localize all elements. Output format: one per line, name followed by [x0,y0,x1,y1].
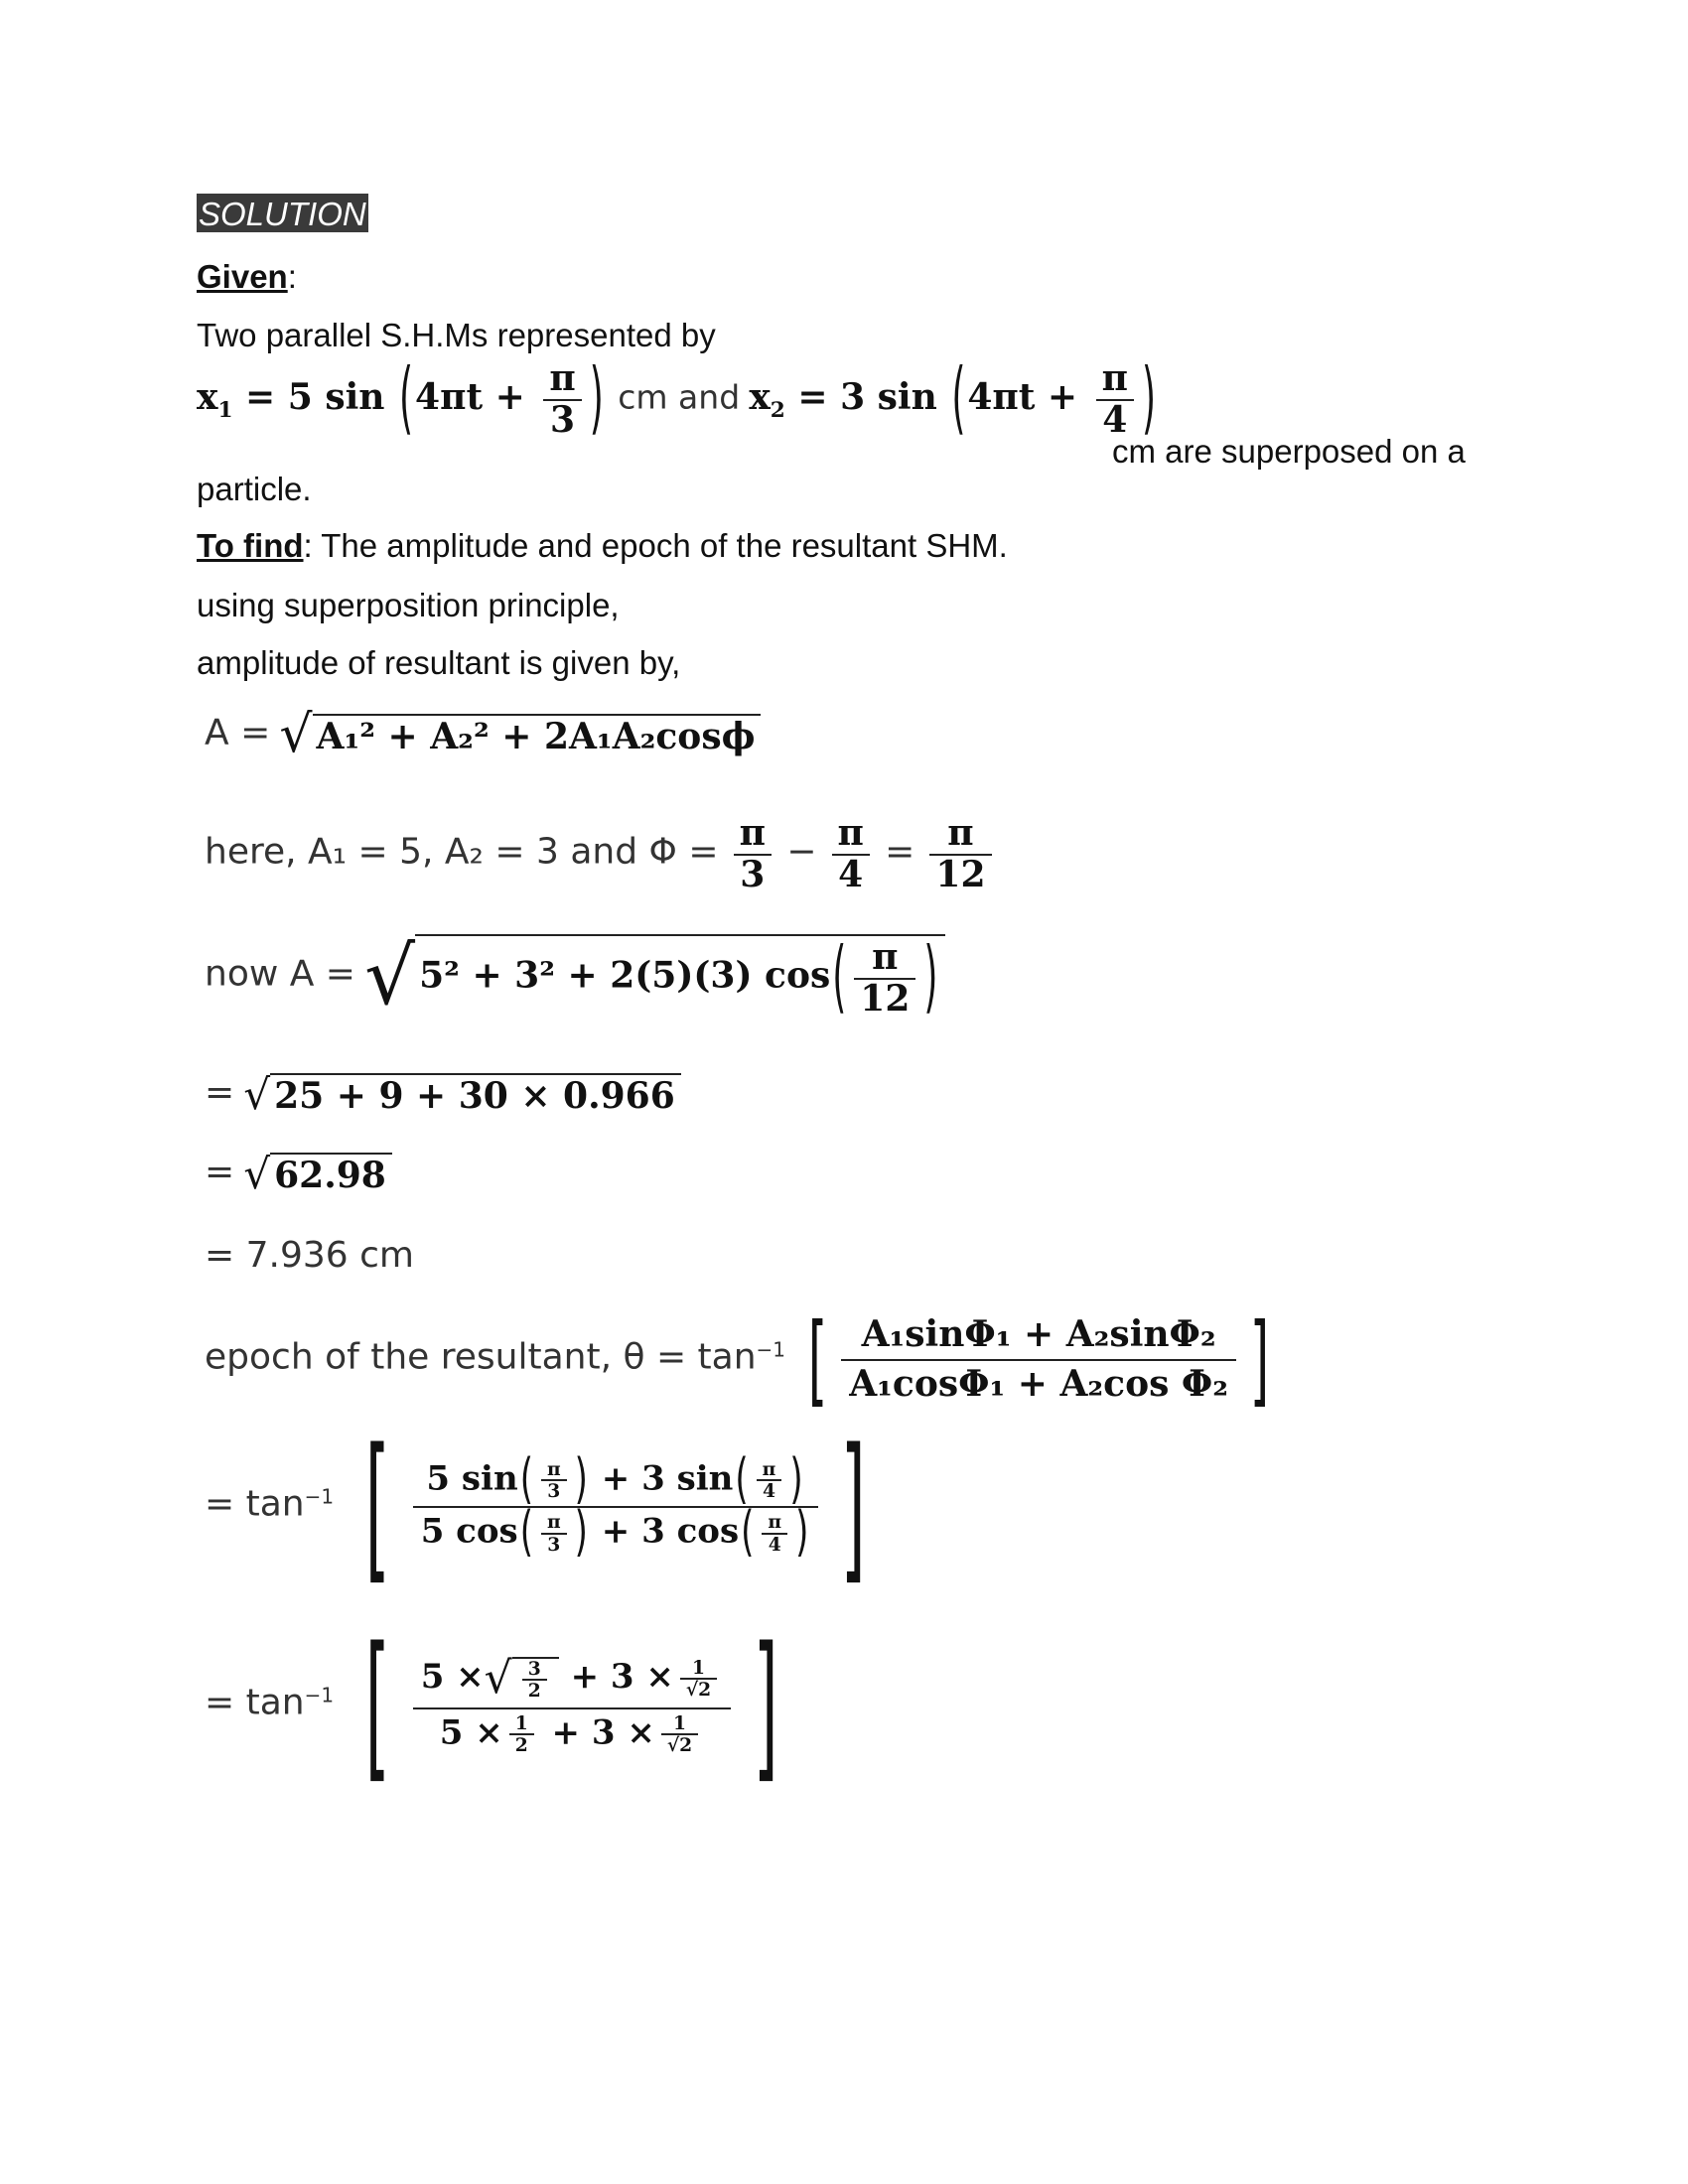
eq1-sub: 1 [217,397,233,423]
eq2-arg: 4πt + [967,375,1078,418]
superposition-line: using superposition principle, [197,587,620,623]
epoch-inv: −1 [756,1337,786,1362]
now-lhs: now A = [205,953,355,995]
given-heading [197,259,297,295]
tan-line-1: = $\tan^{-1}$ [ 5 sin( $\frac{\pi}{3}$ ) + 3 sin( $\frac{\pi}{4}$ ) 5 cos( $\frac{\pi}{3}$ ) + 3 cos( $\frac{\pi}{4}$ ) ] [205,1414,867,1599]
eq1-frac: $\frac{\pi}{3}$ [543,359,581,440]
minus-sign: − [786,831,817,873]
epoch-line: epoch of the resultant, $\theta = \tan^{-1}$ [ $\frac{\text{A₁sinΦ₁ + A₂sinΦ₂}}{\text{A₁cosΦ₁ + A₂cos Φ₂}}$ ] [205,1301,1270,1418]
eq2-rparen: ) [1142,353,1157,445]
here-line [205,814,998,894]
sqrt-line-1: = √ 25 + 9 + 30 × 0.966 [205,1072,681,1118]
tan-line-2: = $\tan^{-1}$ [ 5 ×√ $\frac{3}{2}$ + 3 × $\frac{1}{√2}$ 5 × $\frac{1}{2}$ + 3 × $\frac{1}{√2}$ ] [205,1612,778,1798]
eq2-sub: 2 [770,397,785,423]
to-find-text: : The amplitude and epoch of the resultant SHM. [303,527,1008,564]
eq2-lparen: ( [951,353,966,445]
equals-sign: = [885,831,915,873]
eq1-arg: 4πt + [415,375,525,418]
sqrt-value-2: 62.98 [270,1153,392,1196]
phi-a: $\frac{\pi}{3}$ [734,814,772,894]
eq1-rparen: ) [589,353,604,445]
now-line [205,930,945,1024]
amplitude-formula [205,707,761,763]
epoch-text: epoch of the resultant, θ = tan [205,1336,757,1378]
now-sqrt: √ 5² + 3² + 2(5)(3) cos( $\frac{\pi}{12}$ ) [364,933,945,1021]
sqrt-line-2: = √ 62.98 [205,1152,392,1197]
given-tail: cm are superposed on a [1112,433,1466,470]
eq2-lhs: x [749,375,771,418]
formula-rhs: A₁² + A₂² + 2A₁A₂cosϕ [313,714,762,757]
amplitude-intro: amplitude of resultant is given by, [197,644,681,681]
tan-frac-2: 5 ×√ $\frac{3}{2}$ + 3 × $\frac{1}{√2}$ 5 × $\frac{1}{2}$ + 3 × $\frac{1}{√2}$ [413,1651,732,1760]
tan-frac-1: 5 sin( $\frac{\pi}{3}$ ) + 3 sin( $\frac{\pi}{4}$ ) 5 cos( $\frac{\pi}{3}$ ) + 3 cos( $\frac{\pi}{4}$ ) [413,1455,819,1559]
epoch-frac: $\frac{\text{A₁sinΦ₁ + A₂sinΦ₂}}{\text{A₁cosΦ₁ + A₂cos Φ₂}}$ [841,1311,1236,1408]
to-find [197,528,1008,564]
given-tail2: particle. [197,471,312,507]
to-find-label: To find [197,527,304,564]
solution-heading [197,197,368,232]
given-label: Given [197,258,288,295]
tan-lhs-1: = tan [205,1483,305,1525]
amplitude-result: = 7.936 cm [205,1235,414,1276]
formula-sqrt: √ A₁² + A₂² + 2A₁A₂cosϕ [279,707,761,763]
eq1-lparen: ( [399,353,414,445]
phi-c: $\frac{\pi}{12}$ [929,814,991,894]
given-intro: Two parallel S.H.Ms represented by [197,317,716,353]
solution-label: SOLUTION [199,196,366,232]
phi-b: $\frac{\pi}{4}$ [832,814,870,894]
eq-sign-1: = [205,1071,235,1113]
eq1-lhs: x [197,375,218,418]
eq1-mid: = 5 sin [245,375,385,418]
cm-and: cm and [618,377,741,417]
formula-lhs: A = [205,712,271,753]
given-equations [197,353,1158,445]
here-text: here, A₁ = 5, A₂ = 3 and Φ = [205,831,719,873]
now-frac: $\frac{\pi}{12}$ [854,938,915,1019]
eq2-frac: $\frac{\pi}{4}$ [1096,359,1134,440]
eq2-mid: = 3 sin [797,375,937,418]
given-colon: : [287,258,297,295]
now-rhs: 5² + 3² + 2(5)(3) cos [419,955,831,997]
eq-sign-2: = [205,1151,235,1192]
sqrt-value-1: 25 + 9 + 30 × 0.966 [270,1073,681,1117]
tan-lhs-2: = tan [205,1682,305,1723]
